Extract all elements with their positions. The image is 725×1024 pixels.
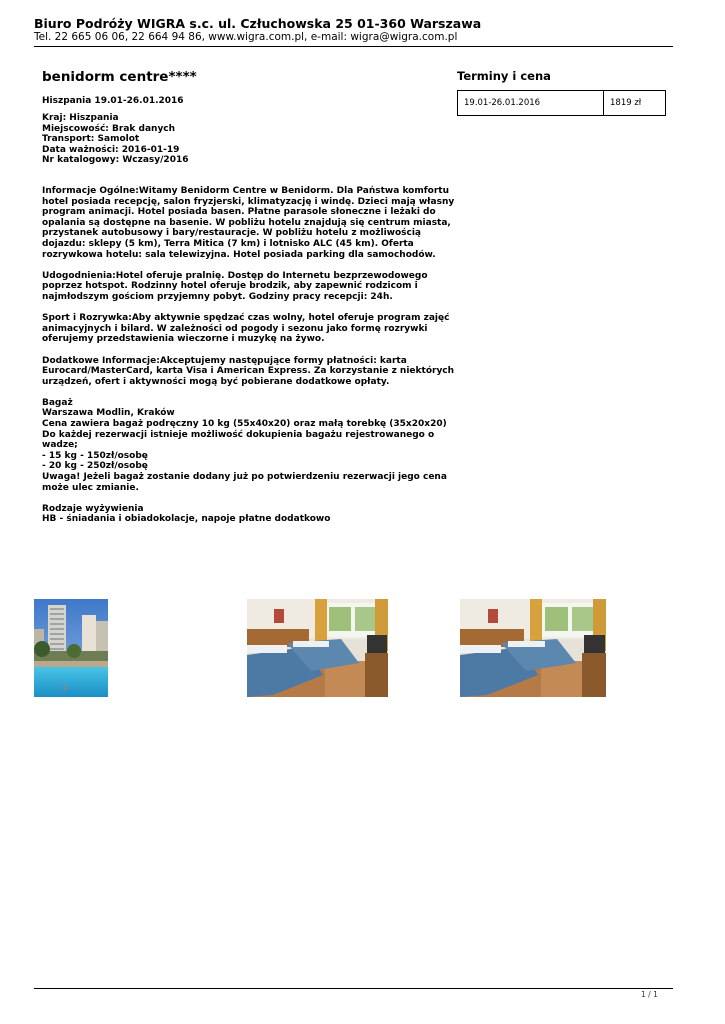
footer-divider	[34, 988, 673, 989]
text-line: Dodatkowe Informacje:Akceptujemy następujące formy płatności: karta	[42, 355, 407, 366]
text-line: Rodzaje wyżywienia	[42, 503, 144, 514]
text-line: animacyjnych i bilard. W zależności od pogody i sezonu jako formę rozrywki	[42, 323, 428, 334]
text-line: opalania są dostępne na basenie. W pobliżu hotelu znajdują się centrum miasta,	[42, 217, 451, 228]
terms-heading: Terminy i cena	[457, 69, 551, 83]
text-line: Uwaga! Jeżeli bagaż zostanie dodany już po potwierdzeniu rezerwacji jego cena	[42, 472, 447, 483]
text-line: Do każdej rezerwacji istnieje możliwość dokupienia bagażu rejestrowanego o	[42, 429, 435, 440]
text-line: Eurocard/MasterCard, karta Visa i American Express. Za korzystanie z niektórych	[42, 366, 455, 377]
text-line: Sport i Rozrywka:Aby aktywnie spędzać czas wolny, hotel oferuje program zajęć	[42, 313, 450, 324]
section-baggage	[42, 397, 447, 493]
text-line: oferujemy przedstawienia wieczorne i muzykę na żywo.	[42, 334, 325, 345]
text-line: Informacje Ogólne:Witamy Benidorm Centre w Benidorm. Dla Państwa komfortu	[42, 186, 449, 196]
detail-city: Miejscowość: Brak danych	[42, 123, 176, 134]
term-date: 19.01-26.01.2016	[458, 91, 604, 116]
detail-transport: Transport: Samolot	[42, 134, 140, 145]
table-row[interactable]	[458, 91, 666, 116]
terms-table	[457, 90, 666, 116]
hotel-room-photo	[247, 599, 388, 697]
text-line: Warszawa Modlin, Kraków	[42, 408, 175, 419]
text-line: Cena zawiera bagaż podręczny 10 kg (55x40x20) oraz małą torebkę (35x20x20)	[42, 419, 447, 430]
section-sport	[42, 313, 450, 345]
company-contact: Tel. 22 665 06 06, 22 664 94 86, www.wigra.com.pl, e-mail: wigra@wigra.com.pl	[34, 31, 458, 43]
text-line: przystanek autobusowy i bary/restauracje. W pobliżu hotelu z możliwością	[42, 228, 422, 239]
term-price: 1819 zł	[604, 91, 666, 116]
detail-catalog-number: Nr katalogowy: Wczasy/2016	[42, 155, 189, 166]
text-line: urządzeń, ofert i aktywności mogą być pobierane dodatkowe opłaty.	[42, 376, 390, 387]
text-line: - 20 kg - 250zł/osobę	[42, 461, 148, 472]
offer-description	[42, 186, 455, 536]
text-line: dojazdu: sklepy (5 km), Terra Mitica (7 km) i lotnisko ALC (45 km). Oferta	[42, 238, 414, 249]
text-line: - 15 kg - 150zł/osobę	[42, 450, 148, 461]
text-line: najmłodszym gościom przyjemny pobyt. Godziny pracy recepcji: 24h.	[42, 291, 393, 302]
text-line: program animacji. Hotel posiada basen. Płatne parasole słoneczne i leżaki do	[42, 207, 436, 218]
section-meals	[42, 504, 442, 525]
text-line: poprzez hotspot. Rodzinny hotel oferuje brodzik, aby zapewnić rodzicom i	[42, 281, 418, 292]
text-line: rozrywkowa hotelu: sala telewizyjna. Hotel posiada parking dla samochodów.	[42, 249, 436, 260]
detail-valid-date: Data ważności: 2016-01-19	[42, 144, 180, 155]
section-extra-info	[42, 355, 455, 388]
text-line: HB - śniadania i obiadokolacje, napoje płatne dodatkowo	[42, 514, 331, 525]
section-general-info	[42, 186, 455, 260]
text-line: wadze;	[42, 440, 78, 451]
offer-subtitle: Hiszpania 19.01-26.01.2016	[42, 96, 184, 106]
hotel-room-photo	[460, 599, 606, 697]
section-amenities	[42, 271, 442, 303]
detail-country: Kraj: Hiszpania	[42, 113, 119, 123]
text-line: Bagaż	[42, 397, 73, 408]
offer-title: benidorm centre****	[42, 69, 197, 85]
text-line: Udogodnienia:Hotel oferuje pralnię. Dostęp do Internetu bezprzewodowego	[42, 270, 428, 281]
header-divider	[34, 46, 673, 47]
text-line: może ulec zmianie.	[42, 482, 139, 493]
text-line: hotel posiada recepcję, salon fryzjerski, klimatyzację i windę. Dzieci mają własny	[42, 196, 455, 207]
offer-details	[42, 113, 188, 166]
company-name: Biuro Podróży WIGRA s.c. ul. Człuchowska 25 01-360 Warszawa	[34, 16, 482, 31]
page-number: 1 / 1	[641, 990, 658, 999]
hotel-pool-photo	[34, 599, 108, 697]
